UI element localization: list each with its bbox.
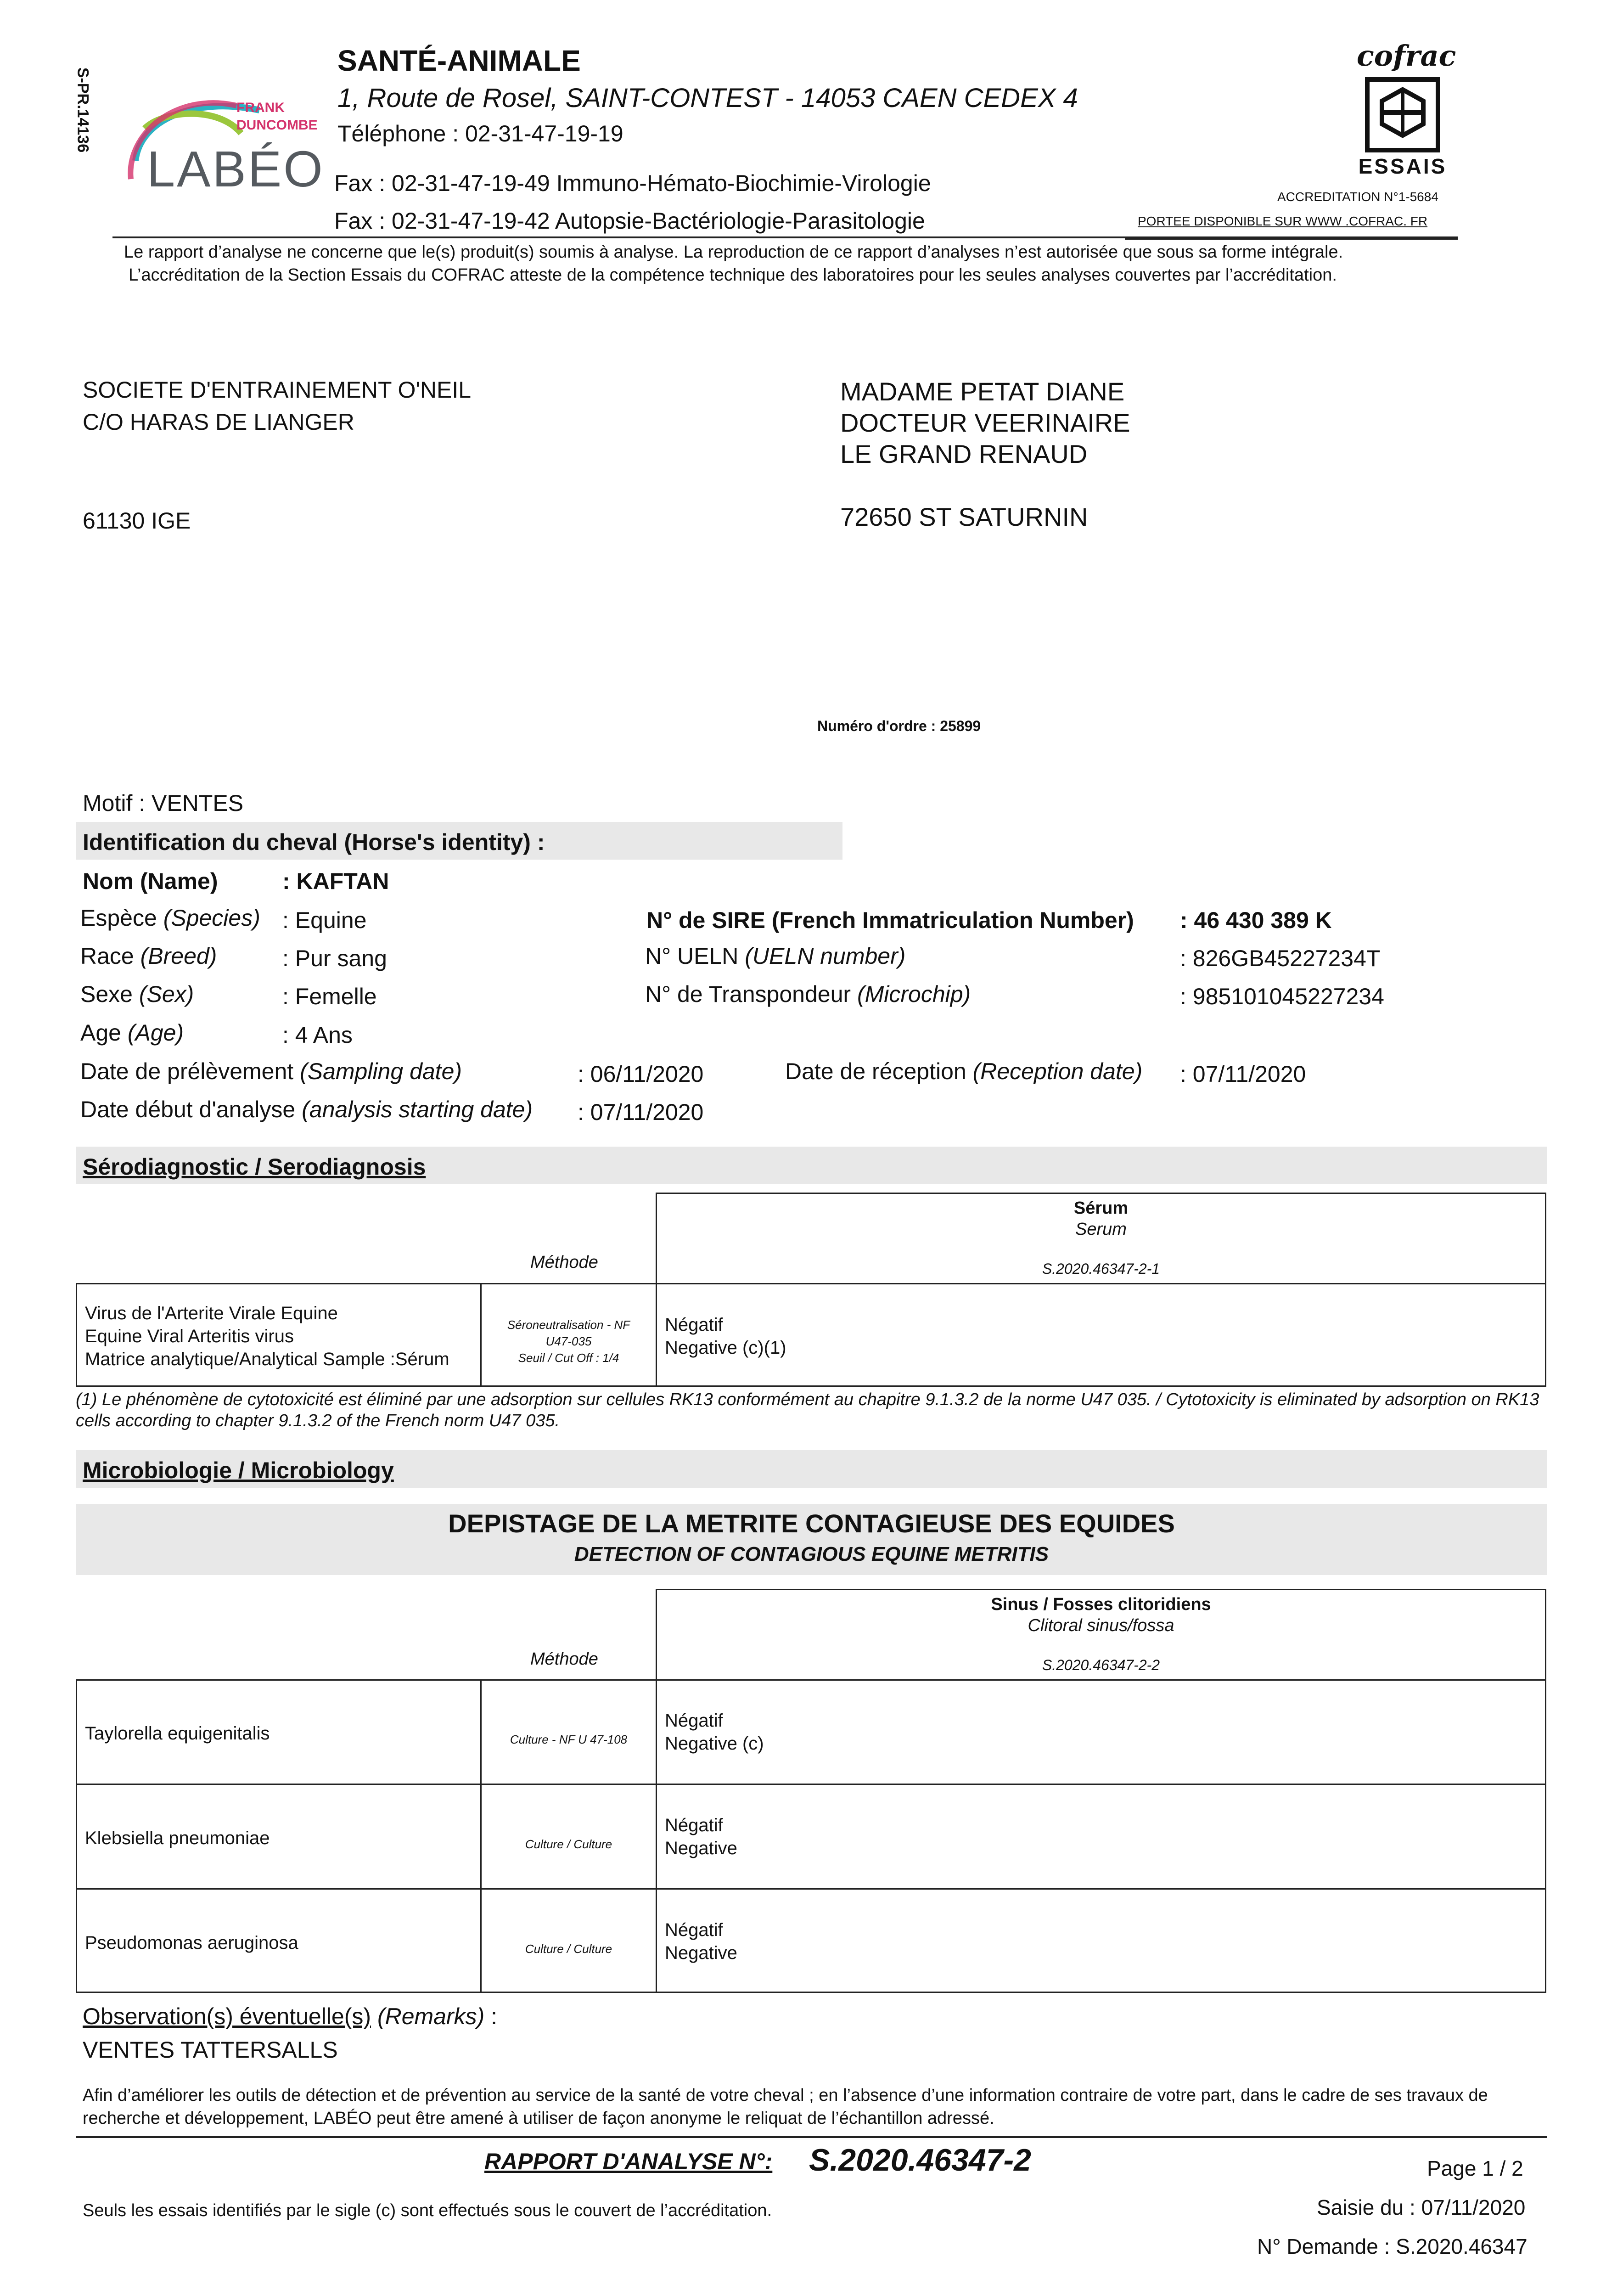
cofrac-scope-link[interactable]: PORTEE DISPONIBLE SUR WWW .COFRAC. FR — [1138, 214, 1428, 228]
micro-row-divider-2 — [76, 1888, 1546, 1890]
breed-value: : Pur sang — [282, 945, 387, 971]
cofrac-hexagon-icon — [1364, 76, 1442, 154]
name-value: : KAFTAN — [282, 868, 389, 894]
header-divider-2 — [1125, 238, 1458, 240]
sero-analyte: Virus de l'Arterite Virale Equine Equine Viral Arteritis virus Matrice analytique/Analytical Sample :Sérum — [85, 1303, 449, 1369]
sex-label: Sexe (Sex) — [80, 981, 194, 1007]
micro-result: Négatif Negative — [665, 1920, 737, 1963]
micro-methode-label: Méthode — [530, 1649, 598, 1669]
order-number: Numéro d'ordre : 25899 — [817, 718, 981, 734]
micro-organism: Klebsiella pneumoniae — [85, 1828, 270, 1848]
reception-date-label: Date de réception (Reception date) — [785, 1058, 1143, 1084]
sender-line-3: 61130 IGE — [83, 508, 191, 534]
sero-result: Négatif Negative (c)(1) — [665, 1315, 786, 1358]
serodiagnosis-methode-label: Méthode — [530, 1253, 598, 1272]
reception-date-value: : 07/11/2020 — [1180, 1061, 1306, 1087]
logo-text: LABÉO — [147, 141, 325, 197]
remarks-note: Afin d’améliorer les outils de détection et de prévention au service de la santé de votre cheval ; en l’absence d’une information contraire de votre part, dans le cadre de ses travaux de recherche et développement, LABÉO peut être amené à utiliser de façon anonyme le reliquat de l’échantillon adressé. — [83, 2086, 1488, 2128]
transponder-value: : 985101045227234 — [1180, 984, 1384, 1009]
micro-organism: Pseudomonas aeruginosa — [85, 1933, 298, 1953]
age-label: Age (Age) — [80, 1020, 184, 1046]
recipient-line-2: DOCTEUR VEERINAIRE — [840, 408, 1130, 437]
cem-banner-title: DEPISTAGE DE LA METRITE CONTAGIEUSE DES EQUIDES — [448, 1509, 1175, 1538]
remarks-value: VENTES TATTERSALLS — [83, 2037, 338, 2063]
sender-line-1: SOCIETE D'ENTRAINEMENT O'NEIL — [83, 377, 472, 403]
lab-fax-2: Fax : 02-31-47-19-42 Autopsie-Bactériologie-Parasitologie — [334, 208, 925, 234]
remarks-label: Observation(s) éventuelle(s) (Remarks) : — [83, 2003, 498, 2029]
lab-address: 1, Route de Rosel, SAINT-CONTEST - 14053 CAEN CEDEX 4 — [337, 83, 1078, 113]
micro-result: Négatif Negative (c) — [665, 1711, 764, 1754]
micro-row-divider-1 — [76, 1784, 1546, 1785]
sero-col-divider-2 — [656, 1283, 657, 1387]
report-label: RAPPORT D'ANALYSE N°: — [484, 2149, 773, 2174]
sender-line-2: C/O HARAS DE LIANGER — [83, 409, 354, 435]
micro-result: Négatif Negative — [665, 1815, 737, 1858]
lab-name: SANTÉ-ANIMALE — [337, 44, 581, 77]
page-number: Page 1 / 2 — [1427, 2156, 1523, 2180]
micro-col-divider-2 — [656, 1679, 657, 1993]
serum-col-title: Sérum — [1073, 1199, 1129, 1218]
micro-method: Culture - NF U 47-108 — [510, 1733, 628, 1746]
micro-organism: Taylorella equigenitalis — [85, 1723, 270, 1744]
sampling-date-label: Date de prélèvement (Sampling date) — [80, 1058, 462, 1084]
micro-method: Culture / Culture — [525, 1837, 612, 1851]
analysis-start-label: Date début d'analyse (analysis starting date) — [80, 1097, 533, 1122]
micro-col-title: Sinus / Fosses clitoridiens — [991, 1595, 1211, 1614]
report-number: S.2020.46347-2 — [809, 2143, 1031, 2178]
labeo-logo — [122, 78, 324, 197]
serum-col-ref: S.2020.46347-2-1 — [1042, 1261, 1160, 1277]
identity-title: Identification du cheval (Horse's identity) : — [83, 829, 545, 855]
accreditation-number: ACCREDITATION N°1-5684 — [1277, 190, 1438, 204]
demande-number: N° Demande : S.2020.46347 — [1257, 2234, 1528, 2258]
microbiology-title: Microbiologie / Microbiology — [83, 1458, 394, 1483]
sex-value: : Femelle — [282, 984, 377, 1009]
age-value: : 4 Ans — [282, 1022, 353, 1048]
motif: Motif : VENTES — [83, 790, 244, 816]
micro-col-title-en: Clitoral sinus/fossa — [1028, 1616, 1174, 1635]
recipient-line-4: 72650 ST SATURNIN — [840, 502, 1088, 531]
document-code: S-PR.14136 — [74, 67, 92, 153]
sire-label: N° de SIRE (French Immatriculation Number) — [646, 907, 1134, 933]
ueln-value: : 826GB45227234T — [1180, 945, 1381, 971]
footer-divider — [76, 2136, 1547, 2138]
footer-note: Seuls les essais identifiés par le sigle (c) sont effectués sous le couvert de l’accréditation. — [83, 2201, 772, 2220]
recipient-line-1: MADAME PETAT DIANE — [840, 377, 1125, 406]
lab-fax-1: Fax : 02-31-47-19-49 Immuno-Hémato-Biochimie-Virologie — [334, 170, 931, 196]
logo-sub2: DUNCOMBE — [236, 118, 318, 133]
disclaimer-line-1: Le rapport d’analyse ne concerne que le(s) produit(s) soumis à analyse. La reproduction de ce rapport d’analyses n’est autorisée que sous sa forme intégrale. — [124, 242, 1343, 262]
micro-method: Culture / Culture — [525, 1942, 612, 1956]
serum-col-title-en: Serum — [1075, 1220, 1127, 1239]
analysis-start-value: : 07/11/2020 — [578, 1099, 704, 1125]
name-label: Nom (Name) — [83, 868, 218, 894]
sire-value: : 46 430 389 K — [1180, 907, 1332, 933]
logo-sub1: FRANK — [236, 100, 285, 115]
cem-banner-subtitle: DETECTION OF CONTAGIOUS EQUINE METRITIS — [574, 1543, 1049, 1565]
sampling-date-value: : 06/11/2020 — [578, 1061, 704, 1087]
lab-phone: Téléphone : 02-31-47-19-19 — [337, 121, 623, 146]
species-value: : Equine — [282, 907, 367, 933]
species-label: Espèce (Species) — [80, 905, 260, 931]
cofrac-logo: cofrac ESSAIS — [1357, 39, 1456, 178]
saisie-date: Saisie du : 07/11/2020 — [1317, 2195, 1526, 2219]
ueln-label: N° UELN (UELN number) — [645, 943, 906, 969]
transponder-label: N° de Transpondeur (Microchip) — [645, 981, 971, 1007]
serodiagnosis-title: Sérodiagnostic / Serodiagnosis — [83, 1154, 426, 1180]
disclaimer-line-2: L’accréditation de la Section Essais du COFRAC atteste de la compétence technique des laboratoires pour les seules analyses couvertes par l’accréditation. — [129, 265, 1337, 285]
breed-label: Race (Breed) — [80, 943, 217, 969]
serodiagnosis-footnote: (1) Le phénomène de cytotoxicité est éliminé par une adsorption sur cellules RK13 conformément au chapitre 9.1.3.2 de la norme U47 035. / Cytotoxicity is eliminated by adsorption on RK13 cells according to chapter 9.1.3.2 of the French norm U47 035. — [76, 1390, 1539, 1430]
micro-col-ref: S.2020.46347-2-2 — [1042, 1657, 1160, 1673]
sero-method: Séroneutralisation - NF U47-035 Seuil / Cut Off : 1/4 — [507, 1318, 630, 1365]
recipient-line-3: LE GRAND RENAUD — [840, 439, 1088, 468]
